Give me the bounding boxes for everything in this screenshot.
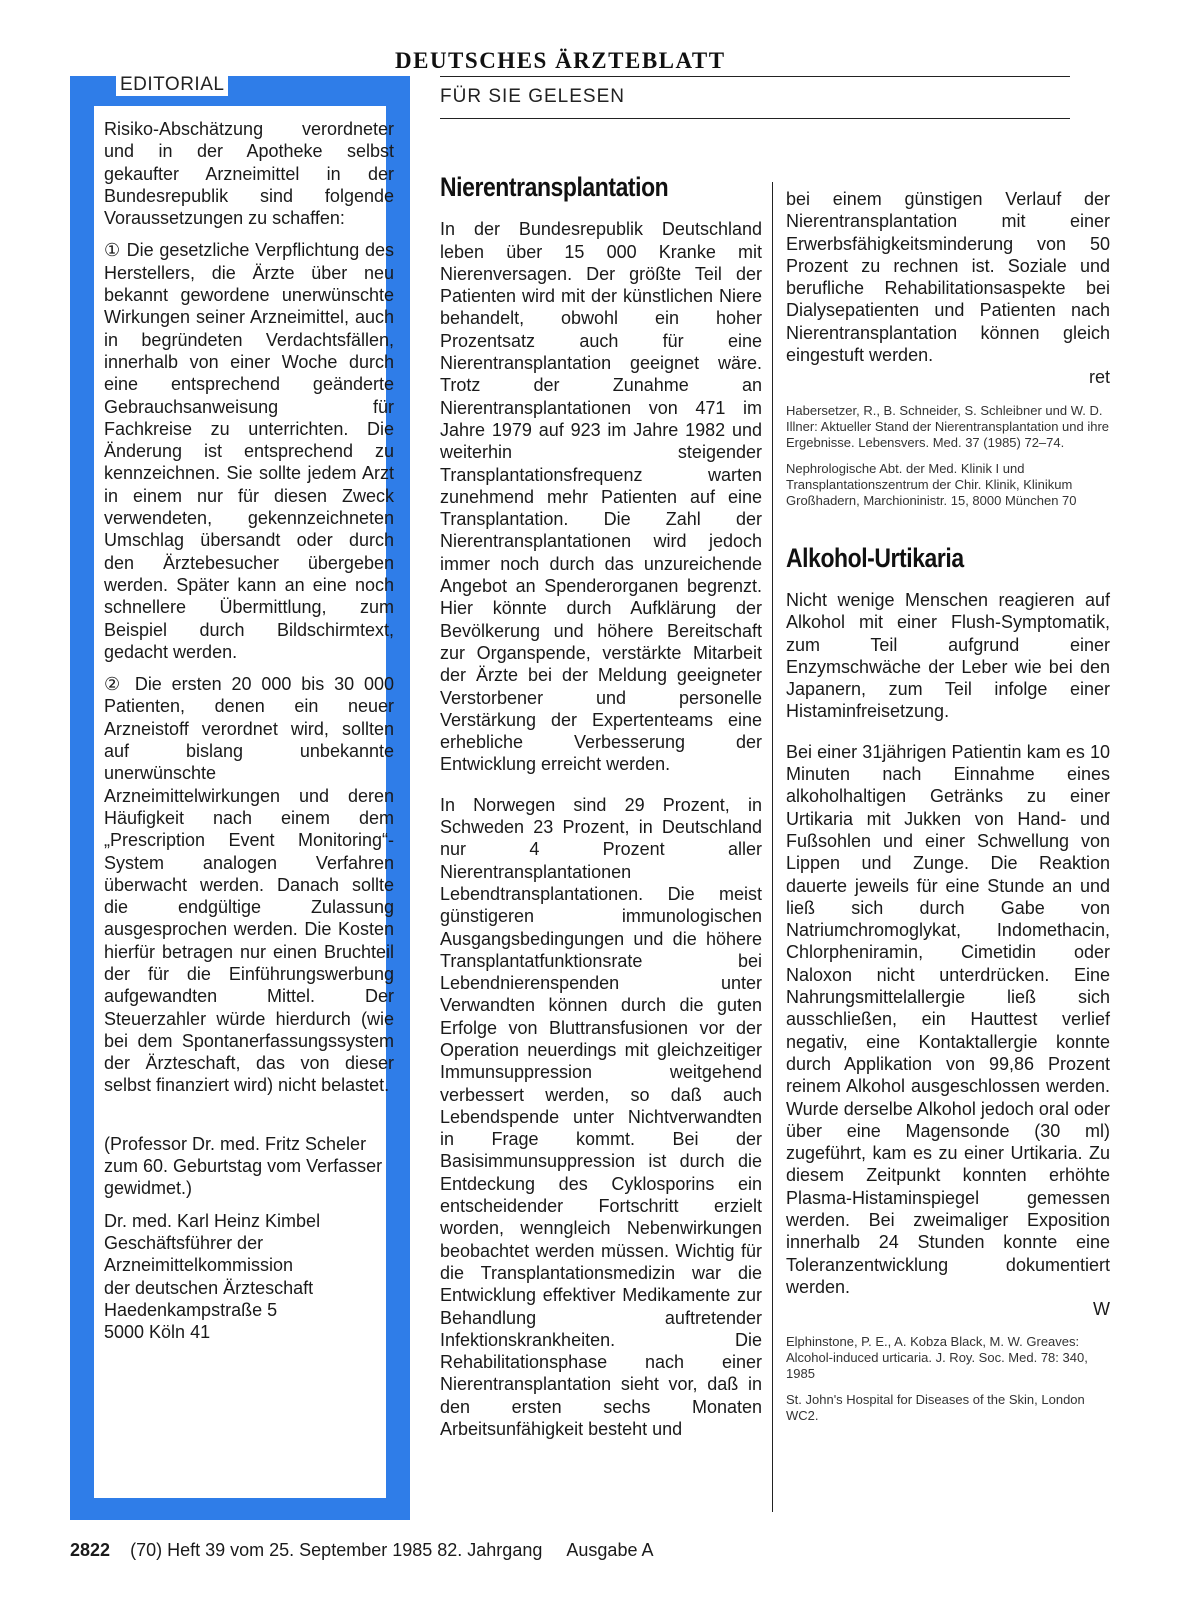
article2-paragraph-1: Nicht wenige Menschen reagieren auf Alkohol mit einer Flush-Symptomatik, zum Teil aufgrund einer Enzymschwäche der Leber wie bei den Japanern, zum Teil infolge einer Histaminfreisetzung. bbox=[786, 589, 1110, 722]
article-title-nierentransplantation: Nierentransplantation bbox=[440, 172, 669, 202]
article1-paragraph-2: In Norwegen sind 29 Prozent, in Schweden 23 Prozent, in Deutschland nur 4 Prozent aller Nierentransplantationen Lebendtransplantationen. Die meist günstigeren immunologischen Ausgangsbedingungen und die höhere Transplantatfunktionsrate bei Lebendnierenspenden unter Verwandten können durch die guten Erfolge von Bluttransfusionen vor der Operation neuerdings mit gleichzeitiger Immunsuppression weitgehend verbessert werden, so daß auch Lebendspende unter Nichtverwandten in Frage kommt. Bei der Basisimmunsuppression ist durch die Entdeckung des Cyklosporins ein entscheidender Fortschritt erzielt worden, wenngleich Nebenwirkungen beobachtet werden müssen. Wichtig für die Transplantationsmedizin war die Entwicklung effektiver Medikamente zur Behandlung auftretender Infektionskrankheiten. Die Rehabilitationsphase nach einer Nierentransplantation sieht vor, daß in den ersten sechs Monaten Arbeitsunfähigkeit besteht und bbox=[440, 794, 762, 1440]
article2-paragraph-2: Bei einer 31jährigen Patientin kam es 10 Minuten nach Einnahme eines alkoholhaltigen Getränks zu einer Urtikaria mit Jukken von Hand- und Fußsohlen und einer Schwellung von Lippen und Zunge. Die Reaktion dauerte jeweils für eine Stunde an und ließ sich durch Gabe von Natriumchromoglykat, Indomethacin, Chlorpheniramin, Cimetidin oder Naloxon nicht unterdrücken. Eine Nahrungsmittelallergie ließ sich ausschließen, ein Hauttest verlief negativ, eine Kontaktallergie konnte durch Applikation von 99,86 Prozent reinem Alkohol ausgeschlossen werden. Wurde derselbe Alkohol jedoch oral oder über eine Magensonde (30 ml) zugeführt, kam es zu einer Urtikaria. Zu diesem Zeitpunkt konnten erhöhte Plasma-Histaminspiegel gemessen werden. Bei zweimaliger Exposition innerhalb 24 Stunden konnte eine Toleranzentwicklung dokumentiert werden. bbox=[786, 741, 1110, 1297]
editorial-text bbox=[104, 118, 394, 1343]
column-divider bbox=[772, 182, 773, 1512]
header-rule-bottom bbox=[440, 118, 1070, 119]
article1-reference: Habersetzer, R., B. Schneider, S. Schleibner und W. D. Illner: Aktueller Stand der Nierentransplantation und ihre Ergebnisse. Lebensvers. Med. 37 (1985) 72–74. bbox=[786, 402, 1110, 450]
editorial-dedication: (Professor Dr. med. Fritz Scheler zum 60. Geburtstag vom Verfasser gewidmet.) bbox=[104, 1133, 383, 1199]
article1-paragraph-1: In der Bundesrepublik Deutschland leben über 15 000 Kranke mit Nierenversagen. Der größte Teil der Patienten wird mit der künstlichen Niere behandelt, obwohl ein hoher Prozentsatz auch für eine Nierentransplantation geeignet wäre. Trotz der Zunahme an Nierentransplantationen von 471 im Jahre 1979 auf 923 im Jahre 1982 und weiterhin steigender Transplantationsfrequenz warten zunehmend mehr Patienten auf eine Transplantation. Die Zahl der Nierentransplantationen wird jedoch immer noch durch das unzureichende Angebot an Spenderorganen begrenzt. Hier könnte durch Aufklärung der Bevölkerung und höhere Bereitschaft zur Organspende, verstärkte Mitarbeit der Ärzte bei der Meldung geeigneter Verstorbener und personelle Verstärkung der Expertenteams eine erhebliche Verbesserung der Entwicklung erreicht werden. bbox=[440, 219, 762, 775]
article-title-alkohol-urtikaria: Alkohol-Urtikaria bbox=[786, 542, 964, 573]
article2-reference: Elphinstone, P. E., A. Kobza Black, M. W. Greaves: Alcohol-induced urticaria. J. Roy. Soc. Med. 78: 340, 1985 bbox=[786, 1334, 1088, 1382]
page-footer bbox=[70, 1540, 653, 1561]
edition: Ausgabe A bbox=[566, 1540, 654, 1560]
editorial-address bbox=[104, 1210, 394, 1344]
editorial-label: EDITORIAL bbox=[116, 74, 228, 96]
article1-author: ret bbox=[1088, 367, 1110, 388]
address-line: 5000 Köln 41 bbox=[104, 1322, 211, 1343]
address-line: der deutschen Ärzteschaft bbox=[104, 1277, 314, 1298]
article2-institution: St. John's Hospital for Diseases of the Skin, London WC2. bbox=[786, 1392, 1085, 1424]
editorial-point-1: ① Die gesetzliche Verpflichtung des Herstellers, die Ärzte über neu bekannt gewordene unerwünschte Wirkungen seiner Arzneimittel, auch in begründeten Verdachtsfällen, innerhalb von einer Woche durch eine entsprechend geänderte Gebrauchsanweisung für Fachkreise zu unterrichten. Die Änderung ist entsprechend zu kennzeichnen. Sie sollte jedem Arzt in einem nur für diesen Zweck verwendeten, gekennzeichneten Umschlag übersandt oder durch den Ärztebesucher übergeben werden. Später kann an eine noch schnellere Übermittlung, zum Beispiel durch Bildschirmtext, gedacht werden. bbox=[104, 240, 394, 662]
editorial-intro: Risiko-Abschätzung verordneter und in der Apotheke selbst gekaufter Arzneimittel in der Bundesrepublik sind folgende Voraussetzungen zu schaffen: bbox=[104, 119, 394, 229]
address-line: Dr. med. Karl Heinz Kimbel bbox=[104, 1210, 321, 1231]
masthead: DEUTSCHES ÄRZTEBLATT bbox=[395, 48, 726, 73]
address-line: Arzneimittelkommission bbox=[104, 1255, 294, 1276]
address-line: Geschäftsführer der bbox=[104, 1232, 264, 1253]
article2-author: W bbox=[1093, 1299, 1110, 1320]
issue-info: (70) Heft 39 vom 25. September 1985 82. Jahrgang bbox=[130, 1540, 543, 1560]
article1-paragraph-3: bei einem günstigen Verlauf der Nierentransplantation mit einer Erwerbsfähigkeitsminderung von 50 Prozent zu rechnen ist. Soziale und berufliche Rehabilitationsaspekte bei Dialysepatienten und Patienten nach Nierentransplantation können gleich eingestuft werden. bbox=[786, 189, 1110, 366]
article1-author-line bbox=[786, 366, 1110, 388]
article-column-1 bbox=[440, 172, 762, 1458]
address-line: Haedenkampstraße 5 bbox=[104, 1299, 278, 1320]
section-label: FÜR SIE GELESEN bbox=[440, 86, 625, 107]
article2-author-line bbox=[786, 1298, 1110, 1320]
editorial-point-2: ② Die ersten 20 000 bis 30 000 Patienten, denen ein neuer Arzneistoff verordnet wird, sollten auf bislang unbekannte unerwünschte Arzneimittelwirkungen und deren Häufigkeit nach einem dem „Prescription Event Monitoring“-System analogen Verfahren überwacht werden. Danach sollte die endgültige Zulassung ausgesprochen werden. Die Kosten hierfür betragen nur einen Bruchteil der für die Einführungswerbung aufgewandten Mittel. Der Steuerzahler würde hierdurch (wie bei dem Spontanerfassungssystem der Ärzteschaft, das von dieser selbst finanziert wird) nicht belastet. bbox=[104, 674, 394, 1096]
article-column-2 bbox=[786, 188, 1110, 1434]
header-rule-top bbox=[440, 76, 1070, 77]
article1-institution: Nephrologische Abt. der Med. Klinik I und Transplantationszentrum der Chir. Klinik, Klinikum Großhadern, Marchioninistr. 15, 8000 München 70 bbox=[786, 460, 1077, 508]
page-number: 2822 bbox=[70, 1540, 111, 1560]
